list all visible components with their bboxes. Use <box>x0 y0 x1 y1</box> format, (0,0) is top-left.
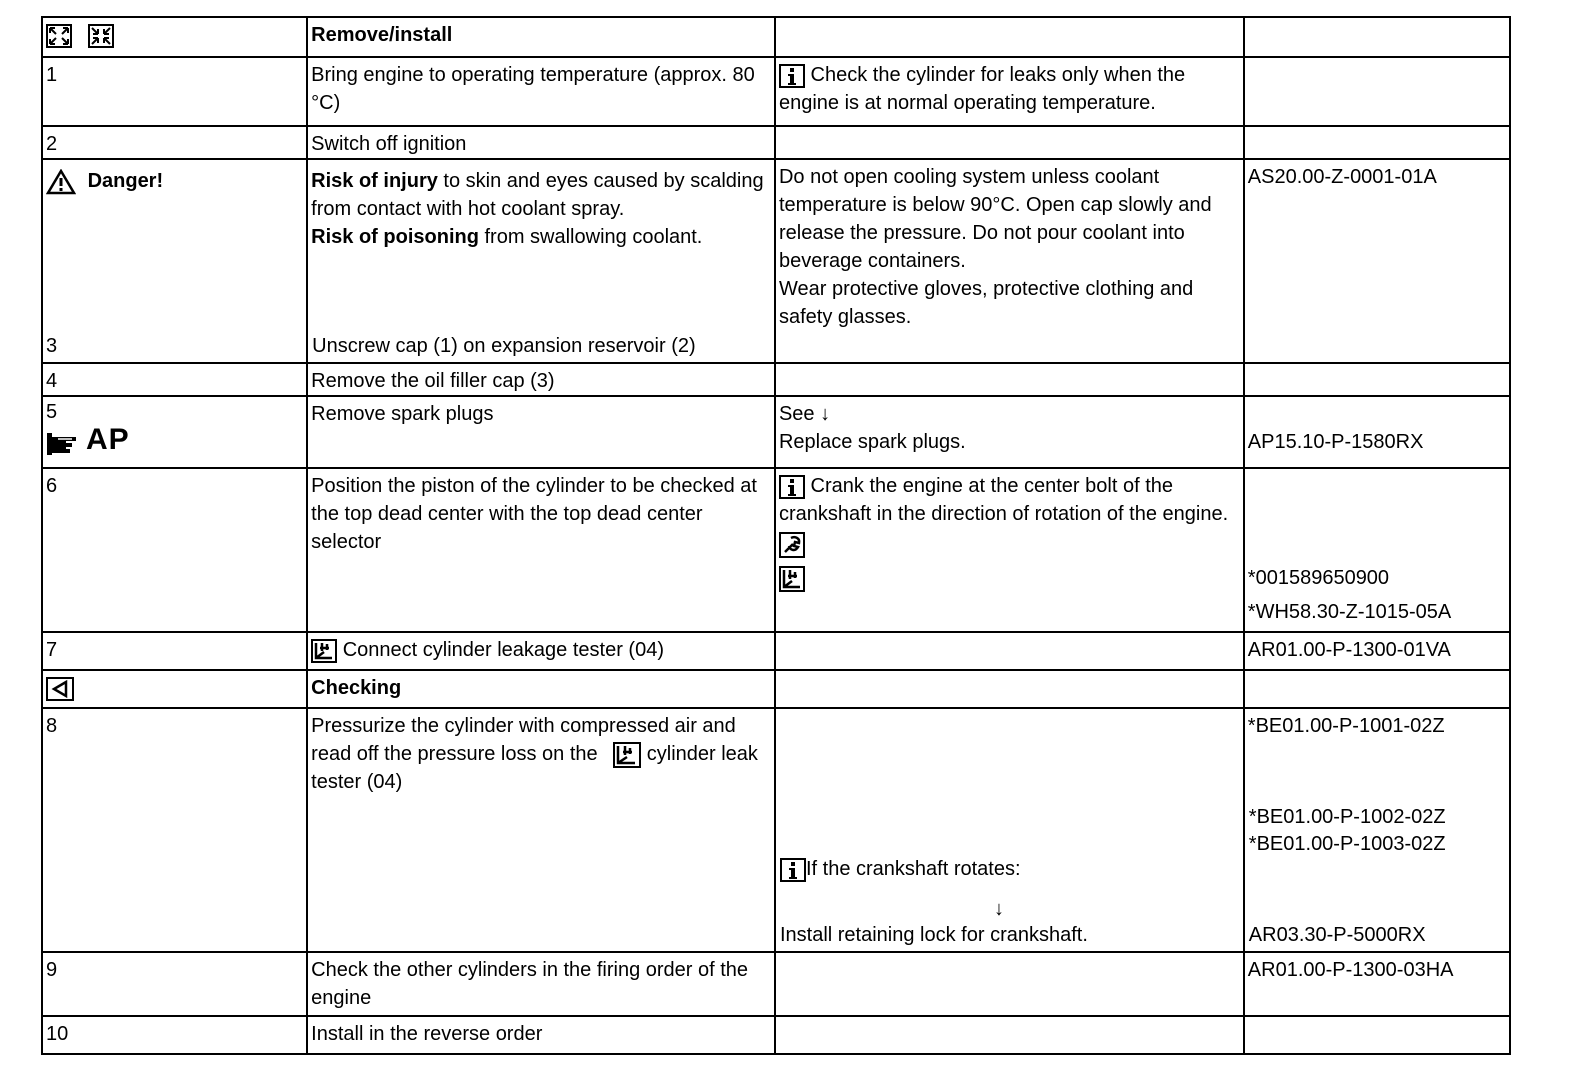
danger-cell <box>42 159 307 363</box>
risk-injury-label: Risk of injury <box>311 170 438 192</box>
step-ref[interactable]: AR01.00-P-1300-01VA <box>1244 632 1510 670</box>
table-row <box>42 57 1510 126</box>
table-row-danger <box>42 159 1510 363</box>
step-note <box>775 363 1244 396</box>
header-note-cell <box>775 17 1244 57</box>
step-text: Connect cylinder leakage tester (04) <box>342 639 664 661</box>
ref-link[interactable]: *BE01.00-P-1003-02Z <box>1248 833 1446 855</box>
risk-injury-text: to skin and eyes caused by scalding from contact with hot coolant spray. <box>311 170 764 220</box>
step-text-cont: cylinder leak tester (04) <box>311 743 758 793</box>
note-install-text: Install retaining lock for crankshaft. <box>779 924 1088 946</box>
step-number: 5 <box>46 401 58 423</box>
step-number: 9 <box>42 952 307 1016</box>
ref-link[interactable]: *BE01.00-P-1002-02Z <box>1248 806 1446 828</box>
step-number-cell <box>42 396 307 468</box>
table-row <box>42 126 1510 159</box>
step-number: 8 <box>42 708 307 952</box>
note-text: Replace spark plugs. <box>778 431 966 453</box>
step-note <box>775 632 1244 670</box>
procedure-table <box>41 16 1511 1055</box>
step-ref <box>1244 126 1510 159</box>
table-row <box>42 1016 1510 1054</box>
step-text-cell <box>307 632 775 670</box>
note-text: Crank the engine at the center bolt of the crankshaft in the direction of rotation of the engine. <box>778 475 1229 525</box>
step-text: Bring engine to operating temperature (approx. 80 °C) <box>307 57 775 126</box>
step-text: Remove spark plugs <box>307 396 775 468</box>
table-row <box>42 468 1510 632</box>
step-ref <box>1244 670 1510 708</box>
checking-icon <box>46 677 74 701</box>
warning-triangle-icon <box>46 169 76 195</box>
table-header-row <box>42 17 1510 57</box>
step-note <box>775 396 1244 468</box>
table-row <box>42 632 1510 670</box>
table-row <box>42 952 1510 1016</box>
tester-icon <box>613 742 641 768</box>
step-ref <box>1244 468 1510 632</box>
tester-icon <box>779 566 805 592</box>
step-ref[interactable]: AR01.00-P-1300-03HA <box>1244 952 1510 1016</box>
step-ref <box>1244 1016 1510 1054</box>
ref-link[interactable]: *BE01.00-P-1001-02Z <box>1247 715 1445 737</box>
checking-header-row <box>42 670 1510 708</box>
danger-label: Danger! <box>87 170 164 192</box>
step-text: Remove the oil filler cap (3) <box>307 363 775 396</box>
ap-label: AP <box>86 423 130 456</box>
step-note <box>775 468 1244 632</box>
ref-link[interactable]: AR03.30-P-5000RX <box>1248 924 1426 946</box>
header-ref-cell <box>1244 17 1510 57</box>
danger-note-cell <box>775 159 1244 363</box>
step-number: 1 <box>42 57 307 126</box>
step-note <box>775 708 1244 952</box>
step-ref: AS20.00-Z-0001-01A <box>1244 159 1510 363</box>
step-number: 6 <box>42 468 307 632</box>
checking-label: Checking <box>307 670 775 708</box>
risk-poisoning-text: from swallowing coolant. <box>478 226 703 248</box>
note-if-text: If the crankshaft rotates: <box>805 858 1021 880</box>
step-number: 7 <box>42 632 307 670</box>
step-ref <box>1244 57 1510 126</box>
step-text: Unscrew cap (1) on expansion reservoir (2) <box>312 335 696 357</box>
step-note <box>775 57 1244 126</box>
table-row <box>42 363 1510 396</box>
note-text: Do not open cooling system unless coolant temperature is below 90°C. Open cap slowly and release the pressure. Do not pour coolant into beverage containers. <box>778 166 1212 272</box>
ref-link[interactable]: *WH58.30-Z-1015-05A <box>1247 601 1452 623</box>
pointing-hand-icon <box>46 431 86 457</box>
note-text-ppe: Wear protective gloves, protective clothing and safety glasses. <box>778 278 1194 328</box>
step-note <box>775 126 1244 159</box>
info-icon <box>779 475 805 499</box>
step-number: 10 <box>42 1016 307 1054</box>
remove-icon <box>46 24 72 48</box>
danger-step-cell <box>307 159 775 363</box>
table-row <box>42 708 1510 952</box>
step-text: Check the other cylinders in the firing order of the engine <box>307 952 775 1016</box>
see-link[interactable]: See ↓ <box>778 403 831 425</box>
header-step-label: Remove/install <box>307 17 775 57</box>
step-ref <box>1244 396 1510 468</box>
header-icons-cell <box>42 17 307 57</box>
step-note <box>775 1016 1244 1054</box>
ref-link[interactable]: *001589650900 <box>1247 567 1390 589</box>
step-text: Position the piston of the cylinder to be checked at the top dead center with the top dead center selector <box>307 468 775 632</box>
step-number: 4 <box>42 363 307 396</box>
ref-link[interactable]: AP15.10-P-1580RX <box>1247 431 1424 453</box>
info-icon <box>779 64 805 88</box>
checking-icon-cell <box>42 670 307 708</box>
info-icon <box>780 858 806 882</box>
step-text: Install in the reverse order <box>307 1016 775 1054</box>
step-text: Pressurize the cylinder with compressed air and read off the pressure loss on the <box>311 715 736 765</box>
step-number: 2 <box>42 126 307 159</box>
table-row <box>42 396 1510 468</box>
tester-icon <box>311 639 337 663</box>
note-text: Check the cylinder for leaks only when the engine is at normal operating temperature. <box>778 64 1186 114</box>
risk-poisoning-label: Risk of poisoning <box>311 226 479 248</box>
step-text-cell <box>307 708 775 952</box>
step-ref <box>1244 708 1510 952</box>
down-arrow: ↓ <box>993 898 1004 920</box>
step-note <box>775 952 1244 1016</box>
step-text: Switch off ignition <box>307 126 775 159</box>
install-icon <box>88 24 114 48</box>
step-number: 3 <box>46 335 58 357</box>
step-ref <box>1244 363 1510 396</box>
special-tool-icon <box>779 532 805 558</box>
step-note <box>775 670 1244 708</box>
